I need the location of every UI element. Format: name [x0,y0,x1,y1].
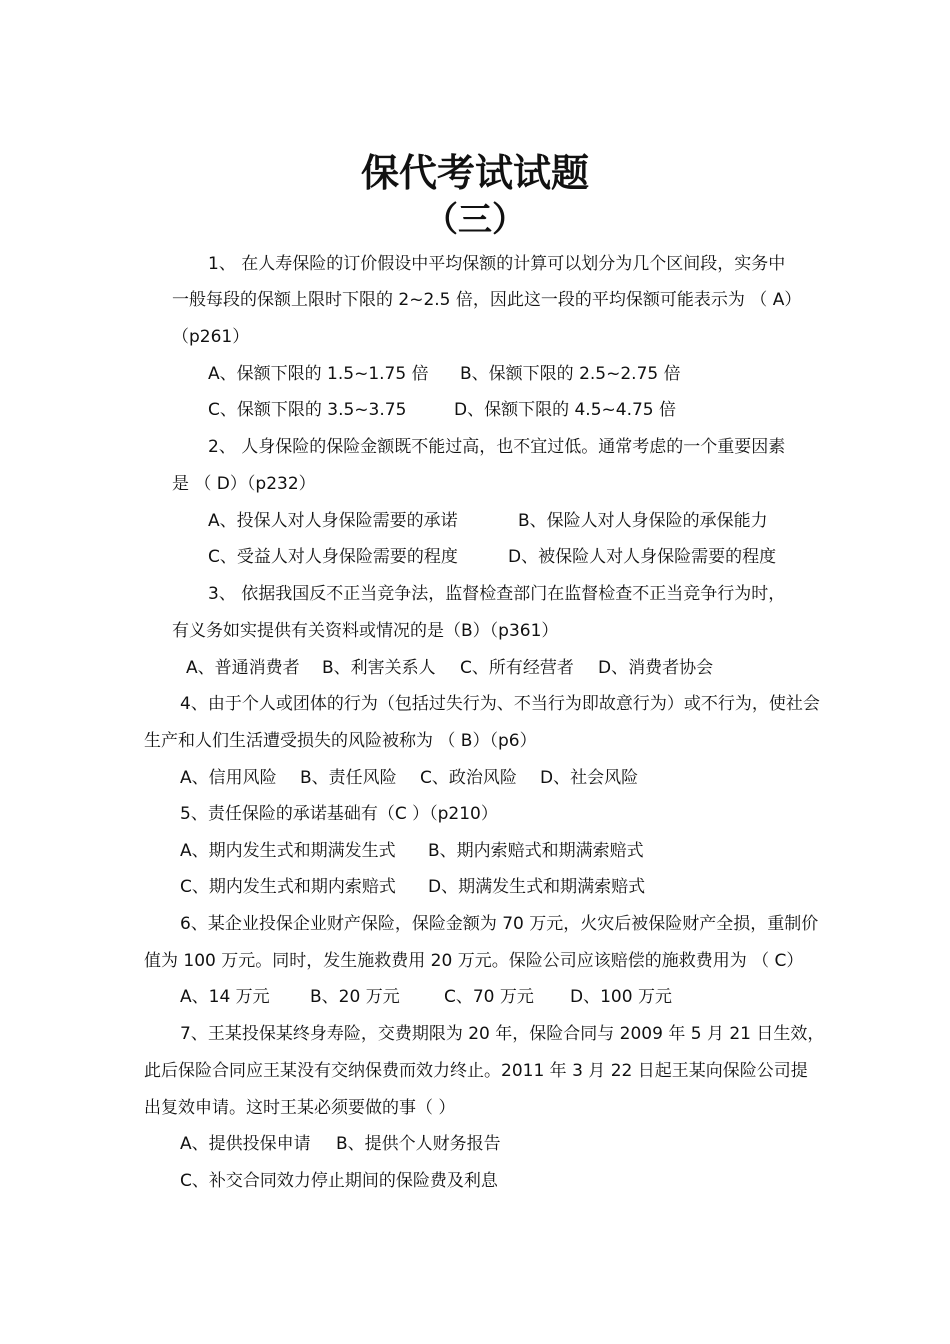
question-4-options-row-1 [180,766,638,790]
question-7-line-1: 7、王某投保某终身寿险，交费期限为 20 年，保险合同与 2009 年 5 月 21 日生效， [180,1024,825,1044]
option-c: C、所有经营者 [460,658,574,678]
option-b: B、保额下限的 2.5~2.75 倍 [460,364,681,384]
question-2-options-row-1 [208,509,768,533]
question-3-options-row-1 [186,656,713,680]
question-7-options-row-1 [180,1132,501,1156]
option-b: B、提供个人财务报告 [336,1134,501,1154]
option-d: D、期满发生式和期满索赔式 [428,877,646,897]
question-1-options-row-1 [208,362,681,386]
option-a: A、提供投保申请 [180,1134,311,1154]
option-a: A、14 万元 [180,987,270,1007]
option-d: D、100 万元 [570,987,672,1007]
question-6-line-1: 6、某企业投保企业财产保险，保险金额为 70 万元，火灾后被保险财产全损，重制价 [180,914,819,934]
question-7-line-2: 此后保险合同应王某没有交纳保费而效力终止。2011 年 3 月 22 日起王某向保险公司提 [144,1061,808,1081]
option-c: C、受益人对人身保险需要的程度 [208,547,458,567]
option-a: A、信用风险 [180,768,277,788]
option-a: A、保额下限的 1.5~1.75 倍 [208,364,429,384]
option-a: A、期内发生式和期满发生式 [180,841,396,861]
question-5-options-row-1 [180,839,644,863]
option-d: D、消费者协会 [598,658,714,678]
question-1-line-2: 一般每段的保额上限时下限的 2~2.5 倍，因此这一段的平均保额可能表示为 （ A） [172,290,802,310]
option-d: D、被保险人对人身保险需要的程度 [508,547,777,567]
question-5-options-row-2 [180,875,645,899]
question-5-line-1: 5、责任保险的承诺基础有（C ）（p210） [180,804,498,824]
question-1-line-3: （p261） [172,327,250,347]
question-1-options-row-2 [208,398,676,422]
option-c: C、70 万元 [444,987,534,1007]
option-b: B、保险人对人身保险的承保能力 [518,511,768,531]
option-b: B、20 万元 [310,987,400,1007]
question-3-line-1: 3、 依据我国反不正当竞争法，监督检查部门在监督检查不正当竞争行为时， [208,584,786,604]
question-2-options-row-2 [208,545,776,569]
option-b: B、期内索赔式和期满索赔式 [428,841,644,861]
option-d: D、社会风险 [540,768,639,788]
option-d: D、保额下限的 4.5~4.75 倍 [454,400,677,420]
question-7-line-3: 出复效申请。这时王某必须要做的事（ ） [144,1098,456,1118]
question-1-line-1: 1、 在人寿保险的订价假设中平均保额的计算可以划分为几个区间段，实务中 [208,254,786,274]
option-b: B、利害关系人 [322,658,436,678]
option-a: A、投保人对人身保险需要的承诺 [208,511,458,531]
document-subtitle: （三） [424,200,526,240]
document-title: 保代考试试题 [360,151,589,195]
question-7-options-row-2 [180,1169,498,1193]
question-6-line-2: 值为 100 万元。同时，发生施救费用 20 万元。保险公司应该赔偿的施救费用为 （ C） [144,951,804,971]
question-6-options-row-1 [180,985,672,1009]
option-b: B、责任风险 [300,768,397,788]
question-2-line-2: 是 （ D）（p232） [172,474,316,494]
option-a: A、普通消费者 [186,658,300,678]
question-3-line-2: 有义务如实提供有关资料或情况的是（B）（p361） [172,621,559,641]
question-4-line-1: 4、由于个人或团体的行为（包括过失行为、不当行为即故意行为）或不行为，使社会 [180,694,820,714]
option-c: C、期内发生式和期内索赔式 [180,877,396,897]
option-c: C、补交合同效力停止期间的保险费及利息 [180,1171,498,1191]
option-c: C、保额下限的 3.5~3.75 [208,400,407,420]
option-c: C、政治风险 [420,768,517,788]
question-4-line-2: 生产和人们生活遭受损失的风险被称为 （ B）（p6） [144,731,537,751]
question-2-line-1: 2、 人身保险的保险金额既不能过高，也不宜过低。通常考虑的一个重要因素 [208,437,786,457]
